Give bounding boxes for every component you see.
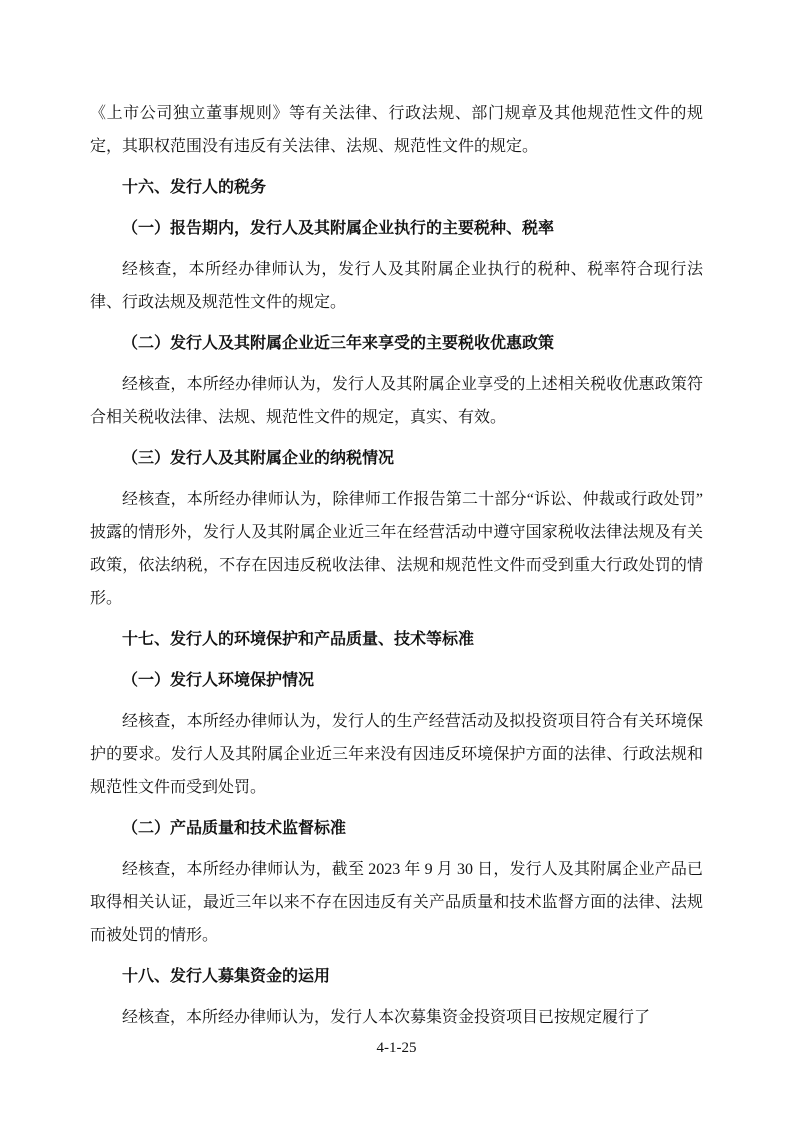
body-paragraph: 经核查，本所经办律师认为，除律师工作报告第二十部分“诉讼、仲裁或行政处罚”披露的情形外，发行人及其附属企业近三年在经营活动中遵守国家税收法律法规及有关政策，依法纳税，不存在因违反税收法律、法规和规范性文件而受到重大行政处罚的情形。 [90, 491, 703, 607]
subsection-heading-17-2: （二）产品质量和技术监督标准 [122, 820, 347, 837]
section-heading-18: 十八、发行人募集资金的运用 [122, 968, 331, 985]
body-paragraph: 经核查，本所经办律师认为，发行人及其附属企业享受的上述相关税收优惠政策符合相关税收法律、法规、规范性文件的规定，真实、有效。 [90, 376, 703, 426]
section-heading-17: 十七、发行人的环境保护和产品质量、技术等标准 [122, 631, 475, 648]
body-paragraph-continuation: 《上市公司独立董事规则》等有关法律、行政法规、部门规章及其他规范性文件的规定，其职权范围没有违反有关法律、法规、规范性文件的规定。 [90, 105, 703, 155]
subsection-heading-16-3: （三）发行人及其附属企业的纳税情况 [122, 450, 395, 467]
page-number: 4-1-25 [376, 1040, 417, 1056]
subsection-heading-17-1: （一）发行人环境保护情况 [122, 672, 315, 689]
body-paragraph: 经核查，本所经办律师认为，发行人的生产经营活动及拟投资项目符合有关环境保护的要求。发行人及其附属企业近三年来没有因违反环境保护方面的法律、行政法规和规范性文件而受到处罚。 [90, 713, 703, 796]
subsection-heading-16-1: （一）报告期内，发行人及其附属企业执行的主要税种、税率 [122, 220, 555, 237]
body-paragraph: 经核查，本所经办律师认为，发行人本次募集资金投资项目已按规定履行了 [122, 1009, 651, 1026]
subsection-heading-16-2: （二）发行人及其附属企业近三年来享受的主要税收优惠政策 [122, 335, 555, 352]
body-paragraph: 经核查，本所经办律师认为，发行人及其附属企业执行的税种、税率符合现行法律、行政法规及规范性文件的规定。 [90, 261, 703, 311]
section-heading-16: 十六、发行人的税务 [122, 179, 267, 196]
body-paragraph: 经核查，本所经办律师认为，截至 2023 年 9 月 30 日，发行人及其附属企业产品已取得相关认证，最近三年以来不存在因违反有关产品质量和技术监督方面的法律、法规而被处罚的情形。 [90, 861, 703, 944]
